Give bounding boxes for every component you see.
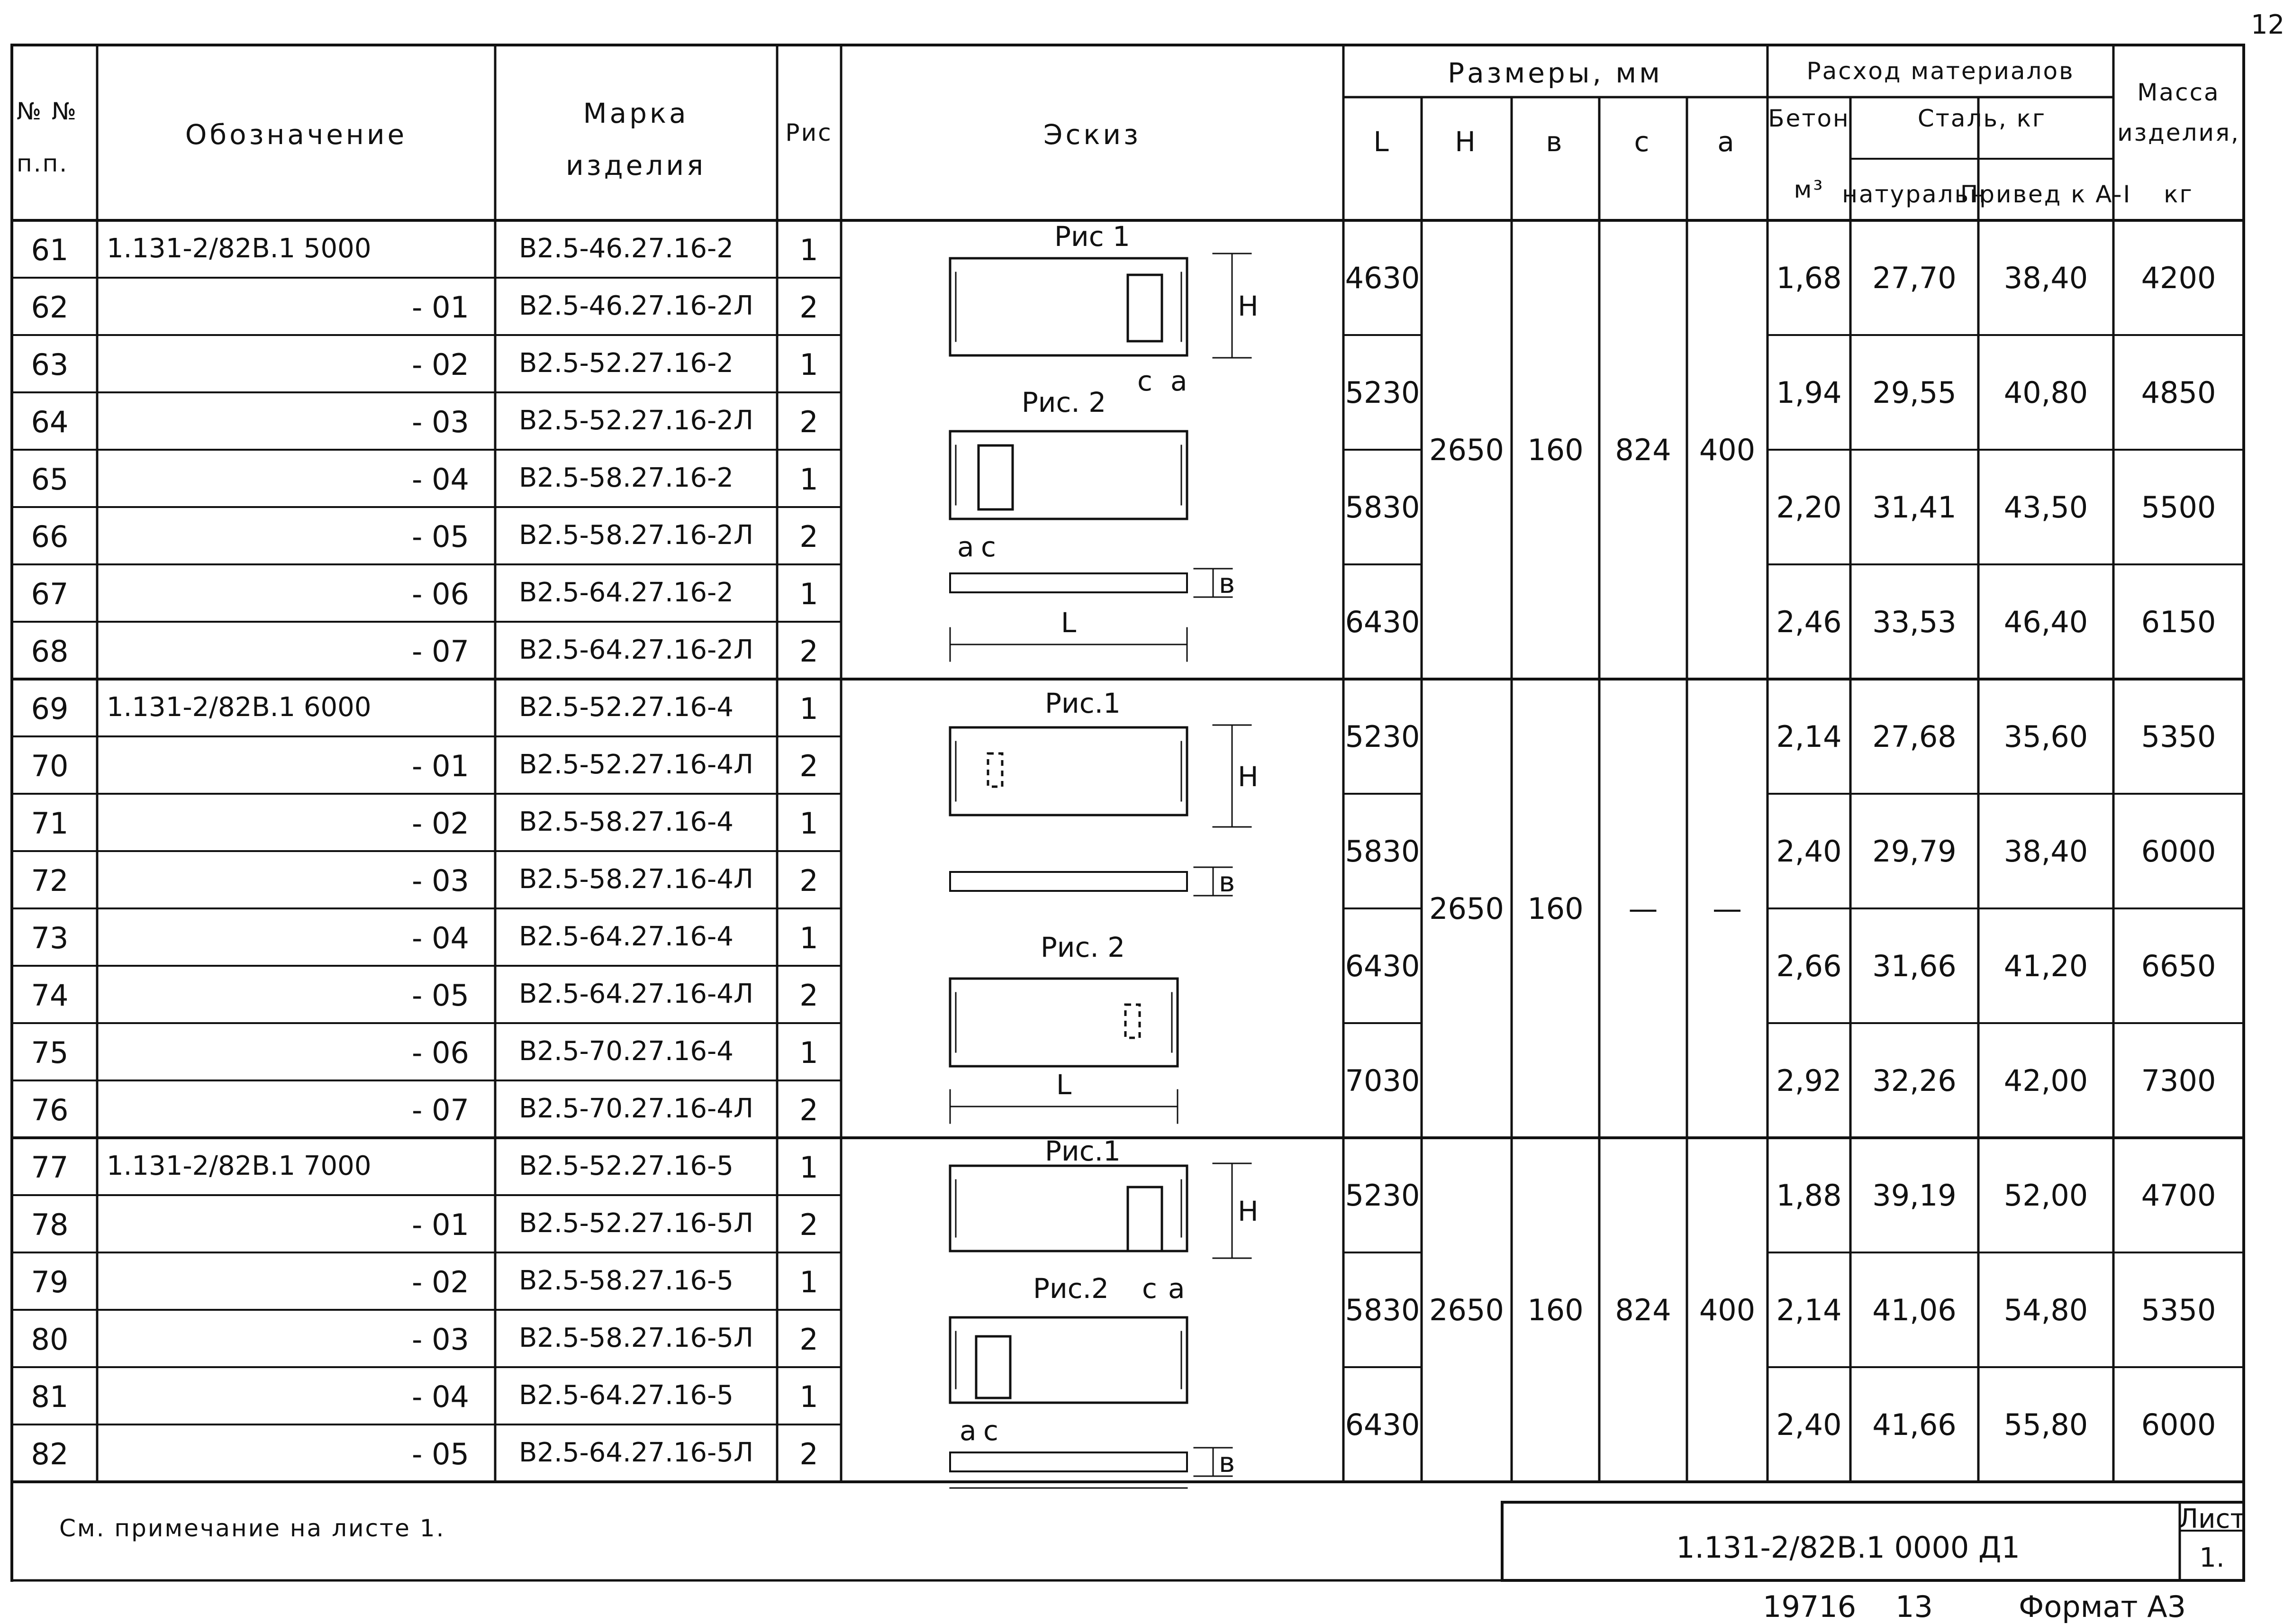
dimension-label-c: с — [1137, 365, 1152, 397]
row-fig: 2 — [799, 405, 818, 439]
header-concrete-unit: м³ — [1794, 176, 1824, 203]
pair-concrete: 1,94 — [1776, 375, 1842, 410]
header-H: Н — [1455, 126, 1478, 158]
row-designation: - 02 — [412, 1265, 469, 1299]
row-designation: - 06 — [412, 577, 469, 611]
pair-mass: 5500 — [2141, 490, 2216, 525]
header-sketch: Эскиз — [1043, 118, 1141, 151]
pair-concrete: 1,88 — [1776, 1178, 1842, 1213]
dimension-label: L — [1060, 607, 1077, 639]
header-steel: Сталь, кг — [1917, 105, 2047, 132]
dimension-label-a: а — [957, 531, 974, 563]
row-designation: - 03 — [412, 405, 469, 439]
row-mark: В2.5-64.27.16-2Л — [519, 635, 754, 665]
pair-mass: 6650 — [2141, 949, 2216, 983]
row-fig: 1 — [799, 233, 818, 267]
row-fig: 1 — [799, 577, 818, 611]
pair-L: 5830 — [1345, 490, 1420, 525]
pair-steel-natural: 27,68 — [1872, 719, 1957, 754]
row-fig: 2 — [799, 290, 818, 325]
sketch-panel-fig1 — [950, 1166, 1187, 1251]
group-a: — — [1713, 891, 1742, 926]
row-number: 76 — [31, 1093, 69, 1127]
pair-mass: 4850 — [2141, 375, 2216, 410]
sheet-value: 1. — [2199, 1542, 2225, 1573]
pair-steel-reduced: 42,00 — [2003, 1063, 2088, 1098]
pair-steel-reduced: 35,60 — [2003, 719, 2088, 754]
section-strip — [950, 573, 1187, 592]
pair-steel-natural: 33,53 — [1872, 605, 1957, 639]
row-fig: 2 — [799, 1437, 818, 1471]
row-fig: 1 — [799, 1035, 818, 1070]
pair-steel-reduced: 54,80 — [2003, 1293, 2088, 1327]
row-number: 69 — [31, 691, 69, 726]
sketch-panel-fig2 — [950, 979, 1178, 1066]
row-number: 68 — [31, 634, 69, 669]
row-mark: В2.5-70.27.16-4 — [519, 1036, 734, 1067]
pair-L: 4630 — [1345, 261, 1420, 295]
row-number: 64 — [31, 405, 69, 439]
pair-steel-natural: 29,79 — [1872, 834, 1957, 869]
row-fig: 1 — [799, 462, 818, 497]
row-number: 73 — [31, 921, 69, 955]
row-designation: - 05 — [412, 978, 469, 1013]
group-c: 824 — [1615, 1293, 1671, 1327]
row-fig: 2 — [799, 1322, 818, 1357]
pair-steel-reduced: 43,50 — [2003, 490, 2088, 525]
pair-steel-reduced: 41,20 — [2003, 949, 2088, 983]
group-b: 160 — [1527, 433, 1584, 467]
row-number: 81 — [31, 1379, 69, 1414]
header-mass: Масса — [2137, 79, 2220, 106]
dimension-label-a: а — [1170, 365, 1187, 397]
row-number: 67 — [31, 577, 69, 611]
sheet-label: Лист — [2178, 1504, 2246, 1534]
row-mark: В2.5-46.27.16-2Л — [519, 290, 754, 321]
pair-steel-reduced: 40,80 — [2003, 375, 2088, 410]
row-fig: 2 — [799, 749, 818, 783]
dimension-label: в — [1219, 567, 1235, 599]
header-fig: Рис — [785, 119, 833, 146]
row-designation: - 07 — [412, 1093, 469, 1127]
row-designation: - 04 — [412, 462, 469, 497]
dimension-label: в — [1219, 1446, 1235, 1479]
pair-steel-natural: 27,70 — [1872, 261, 1957, 295]
row-number: 77 — [31, 1150, 69, 1185]
row-number: 72 — [31, 863, 69, 898]
dimension-label: Н — [1238, 1195, 1259, 1227]
pair-concrete: 2,40 — [1776, 834, 1842, 869]
pair-steel-natural: 41,06 — [1872, 1293, 1957, 1327]
header-L: L — [1373, 126, 1392, 158]
row-mark: В2.5-58.27.16-4 — [519, 807, 734, 837]
row-number: 61 — [31, 233, 69, 267]
header-steel-reduced: Привед к А-I — [1960, 181, 2132, 208]
opening-shape — [1125, 1005, 1140, 1038]
row-mark: В2.5-64.27.16-5Л — [519, 1437, 754, 1468]
pair-steel-reduced: 38,40 — [2003, 261, 2088, 295]
dimension-label: L — [1056, 1069, 1072, 1101]
row-mark: В2.5-52.27.16-5Л — [519, 1208, 754, 1239]
row-designation: - 05 — [412, 1437, 469, 1471]
opening-shape — [988, 753, 1002, 787]
dimension-label-a: а — [960, 1415, 977, 1447]
row-fig: 1 — [799, 691, 818, 726]
dimension-label: Н — [1238, 290, 1259, 322]
group-b: 160 — [1527, 891, 1584, 926]
row-designation: - 03 — [412, 863, 469, 898]
sketch-label-fig2: Рис. 2 — [1021, 386, 1106, 418]
row-number: 62 — [31, 290, 69, 325]
pair-mass: 5350 — [2141, 719, 2216, 754]
row-number: 63 — [31, 347, 69, 382]
row-mark: В2.5-58.27.16-2 — [519, 463, 734, 493]
row-mark: В2.5-58.27.16-2Л — [519, 520, 754, 551]
pair-mass: 6000 — [2141, 1407, 2216, 1442]
pair-concrete: 2,40 — [1776, 1407, 1842, 1442]
pair-mass: 6150 — [2141, 605, 2216, 639]
dimension-label-c: с — [983, 1415, 998, 1447]
dimension-label-c: с — [981, 531, 996, 563]
doc-code: 1.131-2/82В.1 0000 Д1 — [1676, 1530, 2020, 1565]
row-designation: - 05 — [412, 519, 469, 554]
row-fig: 1 — [799, 1265, 818, 1299]
row-fig: 1 — [799, 921, 818, 955]
header-mark: изделия — [566, 149, 706, 181]
pair-mass: 7300 — [2141, 1063, 2216, 1098]
group-c: 824 — [1615, 433, 1671, 467]
footer-note: См. примечание на листе 1. — [59, 1515, 445, 1542]
header-steel-natural: натуральн — [1842, 181, 1987, 208]
pair-concrete: 2,92 — [1776, 1063, 1842, 1098]
row-designation: 1.131-2/82В.1 7000 — [107, 1151, 372, 1181]
inventory-sub: 13 — [1895, 1589, 1933, 1624]
row-number: 70 — [31, 749, 69, 783]
pair-mass: 4700 — [2141, 1178, 2216, 1213]
row-designation: - 02 — [412, 806, 469, 841]
group-H: 2650 — [1429, 1293, 1504, 1327]
pair-L: 5830 — [1345, 1293, 1420, 1327]
group-c: — — [1628, 891, 1658, 926]
dimension-label: Н — [1238, 760, 1259, 793]
row-number: 74 — [31, 978, 69, 1013]
format-label: Формат А3 — [2019, 1589, 2186, 1624]
sketch-label-fig1: Рис 1 — [1054, 220, 1130, 253]
section-strip — [950, 1452, 1187, 1471]
header-num: № № — [17, 98, 78, 125]
row-designation: 1.131-2/82В.1 6000 — [107, 692, 372, 723]
opening-shape — [1128, 275, 1162, 341]
opening-shape — [976, 1336, 1010, 1398]
header-dimensions: Размеры, мм — [1448, 57, 1663, 89]
row-designation: - 01 — [412, 290, 469, 325]
row-fig: 2 — [799, 1207, 818, 1242]
row-fig: 1 — [799, 1379, 818, 1414]
row-mark: В2.5-52.27.16-5 — [519, 1151, 734, 1181]
row-mark: В2.5-58.27.16-5Л — [519, 1323, 754, 1353]
pair-steel-natural: 39,19 — [1872, 1178, 1957, 1213]
pair-mass: 4200 — [2141, 261, 2216, 295]
pair-steel-natural: 29,55 — [1872, 375, 1957, 410]
pair-mass: 5350 — [2141, 1293, 2216, 1327]
page-number: 12 — [2251, 9, 2285, 40]
row-mark: В2.5-46.27.16-2 — [519, 233, 734, 264]
pair-L: 6430 — [1345, 1407, 1420, 1442]
sketch-label-fig2: Рис. 2 — [1040, 931, 1125, 963]
row-designation: - 04 — [412, 1379, 469, 1414]
group-a: 400 — [1699, 1293, 1756, 1327]
row-fig: 2 — [799, 1093, 818, 1127]
pair-concrete: 2,14 — [1776, 1293, 1842, 1327]
header-mass-unit: кг — [2164, 181, 2193, 208]
row-mark: В2.5-58.27.16-4Л — [519, 864, 754, 895]
header-c: с — [1634, 126, 1652, 158]
pair-steel-natural: 31,41 — [1872, 490, 1957, 525]
row-designation: - 01 — [412, 749, 469, 783]
header-b: в — [1546, 126, 1565, 158]
header-mass: изделия, — [2117, 119, 2240, 146]
row-fig: 1 — [799, 1150, 818, 1185]
group-H: 2650 — [1429, 891, 1504, 926]
header-concrete: Бетон — [1768, 105, 1850, 132]
header-a: а — [1717, 126, 1737, 158]
pair-L: 5830 — [1345, 834, 1420, 869]
pair-steel-natural: 31,66 — [1872, 949, 1957, 983]
pair-concrete: 2,66 — [1776, 949, 1842, 983]
row-number: 66 — [31, 519, 69, 554]
group-a: 400 — [1699, 433, 1756, 467]
row-mark: В2.5-64.27.16-2 — [519, 577, 734, 608]
pair-L: 5230 — [1345, 375, 1420, 410]
pair-steel-reduced: 38,40 — [2003, 834, 2088, 869]
section-strip — [950, 872, 1187, 891]
pair-L: 5230 — [1345, 1178, 1420, 1213]
row-designation: - 06 — [412, 1035, 469, 1070]
sketch-panel-fig1 — [950, 727, 1187, 815]
pair-steel-natural: 41,66 — [1872, 1407, 1957, 1442]
pair-mass: 6000 — [2141, 834, 2216, 869]
header-designation: Обозначение — [185, 118, 408, 151]
row-mark: В2.5-52.27.16-2Л — [519, 405, 754, 436]
sketch-label-fig1: Рис.1 — [1045, 687, 1121, 719]
opening-shape — [1128, 1187, 1162, 1251]
pair-L: 7030 — [1345, 1063, 1420, 1098]
sketch-label-fig2: Рис.2 — [1033, 1272, 1109, 1305]
row-fig: 1 — [799, 806, 818, 841]
group-b: 160 — [1527, 1293, 1584, 1327]
row-mark: В2.5-52.27.16-4 — [519, 692, 734, 723]
sketch-panel-fig2 — [950, 1317, 1187, 1403]
row-designation: - 07 — [412, 634, 469, 669]
sketch-label-fig1: Рис.1 — [1045, 1135, 1121, 1167]
row-mark: В2.5-64.27.16-4Л — [519, 979, 754, 1009]
row-number: 71 — [31, 806, 69, 841]
pair-steel-reduced: 46,40 — [2003, 605, 2088, 639]
row-designation: - 02 — [412, 347, 469, 382]
pair-L: 5230 — [1345, 719, 1420, 754]
row-mark: В2.5-64.27.16-5 — [519, 1380, 734, 1411]
pair-concrete: 2,46 — [1776, 605, 1842, 639]
row-mark: В2.5-52.27.16-4Л — [519, 749, 754, 780]
header-num: п.п. — [17, 150, 69, 177]
dimension-label-a: а — [1168, 1272, 1185, 1305]
row-designation: - 01 — [412, 1207, 469, 1242]
row-designation: 1.131-2/82В.1 5000 — [107, 233, 372, 264]
dimension-label: в — [1219, 866, 1235, 898]
pair-steel-reduced: 52,00 — [2003, 1178, 2088, 1213]
row-number: 65 — [31, 462, 69, 497]
row-fig: 2 — [799, 863, 818, 898]
row-number: 79 — [31, 1265, 69, 1299]
row-mark: В2.5-52.27.16-2 — [519, 348, 734, 379]
group-H: 2650 — [1429, 433, 1504, 467]
header-mark: Марка — [583, 97, 689, 129]
row-fig: 1 — [799, 347, 818, 382]
row-mark: В2.5-58.27.16-5 — [519, 1265, 734, 1296]
pair-steel-reduced: 55,80 — [2003, 1407, 2088, 1442]
row-number: 78 — [31, 1207, 69, 1242]
pair-steel-natural: 32,26 — [1872, 1063, 1957, 1098]
row-mark: В2.5-64.27.16-4 — [519, 921, 734, 952]
row-fig: 2 — [799, 519, 818, 554]
row-mark: В2.5-70.27.16-4Л — [519, 1093, 754, 1124]
inventory-number: 19716 — [1763, 1589, 1857, 1624]
pair-concrete: 2,20 — [1776, 490, 1842, 525]
pair-L: 6430 — [1345, 605, 1420, 639]
row-fig: 2 — [799, 978, 818, 1013]
row-designation: - 04 — [412, 921, 469, 955]
row-designation: - 03 — [412, 1322, 469, 1357]
pair-concrete: 1,68 — [1776, 261, 1842, 295]
dimension-label-c: с — [1142, 1272, 1157, 1305]
row-number: 80 — [31, 1322, 69, 1357]
header-materials: Расход материалов — [1806, 57, 2075, 85]
row-number: 75 — [31, 1035, 69, 1070]
row-number: 82 — [31, 1437, 69, 1471]
opening-shape — [979, 445, 1013, 509]
row-fig: 2 — [799, 634, 818, 669]
pair-concrete: 2,14 — [1776, 719, 1842, 754]
pair-L: 6430 — [1345, 949, 1420, 983]
